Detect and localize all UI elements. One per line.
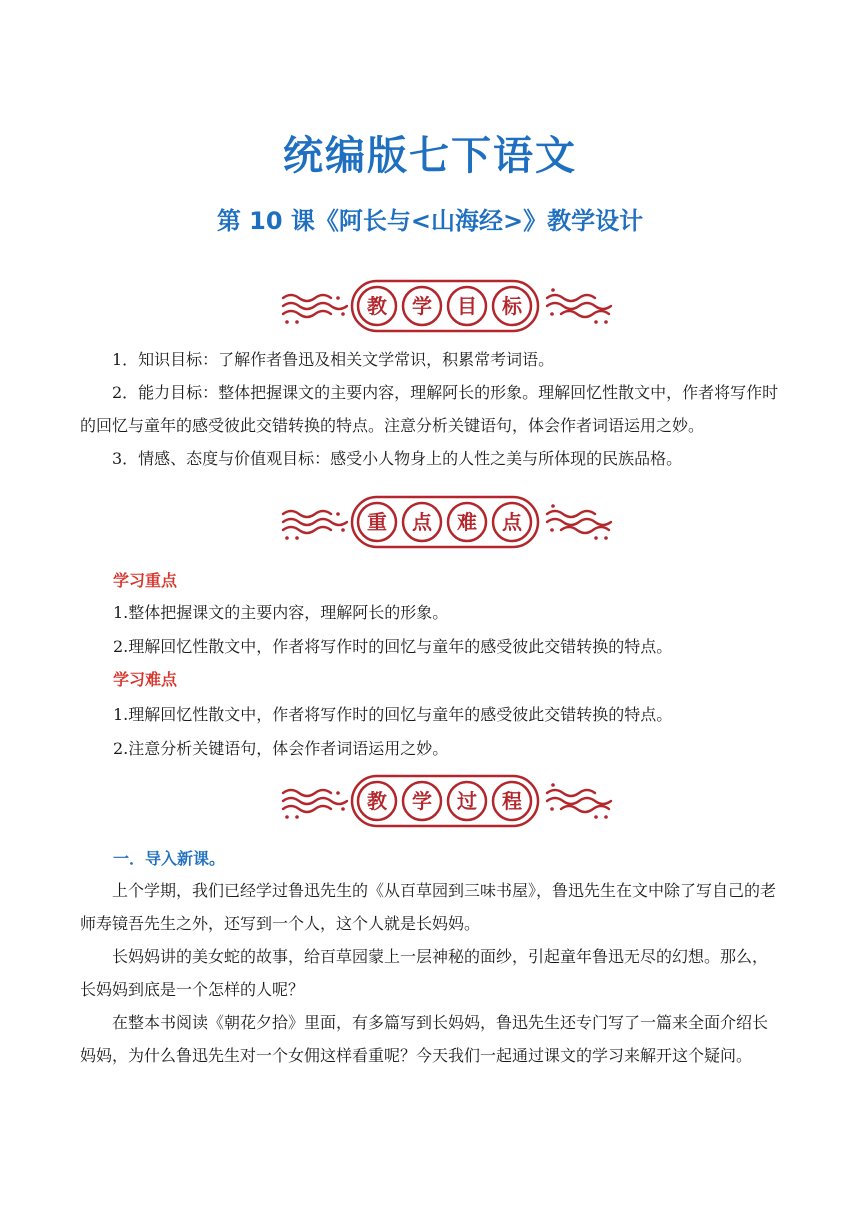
banner-objectives-graphic — [0, 278, 860, 334]
banner-char: 目 — [457, 294, 477, 318]
banner-char: 标 — [502, 294, 522, 318]
banner-key-points-graphic — [0, 494, 860, 550]
banner-process-graphic — [0, 773, 860, 829]
objective-item-2: 2．能力目标：整体把握课文的主要内容，理解阿长的形象。理解回忆性散文中，作者将写作时的回忆与童年的感受彼此交错转换的特点。注意分析关键语句，体会作者词语运用之妙。 — [80, 383, 779, 435]
difficulty-item-2: 2.注意分析关键语句，体会作者词语运用之妙。 — [113, 739, 449, 758]
banner-char: 重 — [367, 510, 387, 534]
banner-char: 点 — [502, 510, 522, 534]
focus-item-2: 2.理解回忆性散文中，作者将写作时的回忆与童年的感受彼此交错转换的特点。 — [113, 637, 673, 656]
process-paragraph-3: 在整本书阅读《朝花夕拾》里面，有多篇写到长妈妈，鲁迅先生还专门写了一篇来全面介绍长妈妈，为什么鲁迅先生对一个女佣这样看重呢？今天我们一起通过课文的学习来解开这个疑问。 — [80, 1013, 769, 1065]
wave-right-icon — [547, 295, 611, 317]
process-paragraph-1: 上个学期，我们已经学过鲁迅先生的《从百草园到三味书屋》，鲁迅先生在文中除了写自己的老师寿镜吾先生之外，还写到一个人，这个人就是长妈妈。 — [80, 881, 777, 933]
wave-left-dots-icon — [285, 296, 345, 324]
banner-char: 程 — [502, 789, 522, 813]
banner-char: 过 — [457, 789, 477, 813]
banner-char: 教 — [367, 789, 387, 813]
banner-objectives — [0, 278, 860, 334]
difficulty-heading: 学习难点 — [113, 670, 178, 689]
document-title: 统编版七下语文 — [283, 133, 577, 179]
banner-char: 学 — [412, 789, 432, 813]
process-step-heading: 一．导入新课。 — [113, 849, 226, 868]
banner-char: 难 — [457, 510, 477, 534]
lesson-subtitle: 第 10 课《阿长与<山海经>》教学设计 — [216, 207, 644, 235]
focus-item-1: 1.整体把握课文的主要内容，理解阿长的形象。 — [113, 603, 449, 622]
banner-char: 学 — [412, 294, 432, 318]
banner-key-points — [0, 494, 860, 550]
difficulty-item-1: 1.理解回忆性散文中，作者将写作时的回忆与童年的感受彼此交错转换的特点。 — [113, 705, 673, 724]
banner-process — [0, 773, 860, 829]
wave-left-dots-icon — [285, 791, 345, 819]
wave-right-icon — [547, 511, 611, 533]
objective-item-3: 3．情感、态度与价值观目标：感受小人物身上的人性之美与所体现的民族品格。 — [112, 449, 683, 468]
objective-item-1: 1．知识目标：了解作者鲁迅及相关文学常识，积累常考词语。 — [112, 350, 555, 369]
process-paragraph-2: 长妈妈讲的美女蛇的故事，给百草园蒙上一层神秘的面纱，引起童年鲁迅无尽的幻想。那么，长妈妈到底是一个怎样的人呢？ — [80, 947, 769, 999]
banner-char: 点 — [412, 510, 432, 534]
wave-right-icon — [547, 790, 611, 812]
focus-heading: 学习重点 — [113, 571, 178, 590]
wave-left-dots-icon — [285, 512, 345, 540]
banner-char: 教 — [367, 294, 387, 318]
